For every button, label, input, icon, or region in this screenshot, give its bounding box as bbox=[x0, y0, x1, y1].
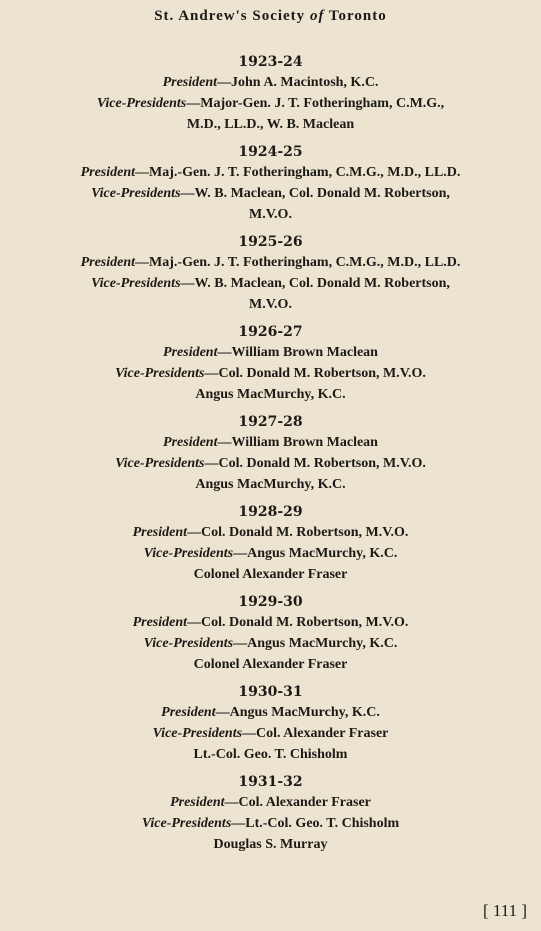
officer-line bbox=[0, 813, 541, 834]
officer-line bbox=[0, 723, 541, 744]
role-label: President bbox=[170, 795, 225, 810]
officer-line bbox=[0, 432, 541, 453]
officer-names: —Major-Gen. J. T. Fotheringham, C.M.G., bbox=[186, 96, 445, 111]
role-label: President bbox=[161, 705, 216, 720]
officer-names: Angus MacMurchy, K.C. bbox=[195, 387, 346, 402]
role-label: Vice-Presidents bbox=[143, 636, 234, 651]
page-number: [ 111 ] bbox=[482, 901, 527, 920]
term-year: 1930-31 bbox=[238, 684, 303, 700]
officer-entry bbox=[0, 142, 541, 225]
society-name: St. Andrew's Society bbox=[154, 8, 306, 24]
officer-line bbox=[0, 204, 541, 225]
role-label: Vice-Presidents bbox=[91, 276, 181, 291]
officer-entry bbox=[0, 772, 541, 855]
officer-names: —Maj.-Gen. J. T. Fotheringham, C.M.G., M.D., LL.D. bbox=[135, 255, 461, 270]
officer-names: —Angus MacMurchy, K.C. bbox=[233, 546, 398, 561]
officer-names: —Angus MacMurchy, K.C. bbox=[215, 705, 380, 720]
officer-line bbox=[0, 612, 541, 633]
role-label: President bbox=[80, 165, 136, 180]
role-label: President bbox=[132, 525, 188, 540]
officer-line bbox=[0, 273, 541, 294]
role-label: Vice-Presidents bbox=[143, 546, 234, 561]
officer-names: —Maj.-Gen. J. T. Fotheringham, C.M.G., M.D., LL.D. bbox=[135, 165, 461, 180]
officer-names: Douglas S. Murray bbox=[213, 837, 328, 852]
officer-entry bbox=[0, 502, 541, 585]
officer-line bbox=[0, 543, 541, 564]
officer-line bbox=[0, 294, 541, 315]
officer-entry bbox=[0, 52, 541, 135]
role-label: President bbox=[163, 435, 218, 450]
officer-names: —Col. Donald M. Robertson, M.V.O. bbox=[187, 525, 409, 540]
officer-names: —W. B. Maclean, Col. Donald M. Robertson, bbox=[180, 186, 450, 201]
officer-names: —William Brown Maclean bbox=[217, 345, 378, 360]
term-year: 1925-26 bbox=[238, 234, 303, 250]
officer-names: —John A. Macintosh, K.C. bbox=[217, 75, 379, 90]
officer-line bbox=[0, 342, 541, 363]
officer-line bbox=[0, 453, 541, 474]
officer-line bbox=[0, 384, 541, 405]
role-label: Vice-Presidents bbox=[152, 726, 243, 741]
officer-line bbox=[0, 564, 541, 585]
officer-line bbox=[0, 363, 541, 384]
officer-line bbox=[0, 654, 541, 675]
officer-line bbox=[0, 522, 541, 543]
officer-names: —Col. Donald M. Robertson, M.V.O. bbox=[204, 456, 426, 471]
officer-line bbox=[0, 744, 541, 765]
officer-entry bbox=[0, 232, 541, 315]
officer-line bbox=[0, 633, 541, 654]
officer-names: —Col. Alexander Fraser bbox=[242, 726, 389, 741]
officer-names: —Col. Donald M. Robertson, M.V.O. bbox=[187, 615, 409, 630]
officer-line bbox=[0, 792, 541, 813]
officer-names: M.D., LL.D., W. B. Maclean bbox=[186, 117, 355, 132]
officer-line bbox=[0, 474, 541, 495]
officer-line bbox=[0, 834, 541, 855]
officer-names: —Lt.-Col. Geo. T. Chisholm bbox=[231, 816, 400, 831]
officer-entry bbox=[0, 682, 541, 765]
role-label: Vice-Presidents bbox=[115, 366, 205, 381]
officer-names: M.V.O. bbox=[249, 207, 292, 222]
officer-line bbox=[0, 114, 541, 135]
role-label: President bbox=[80, 255, 136, 270]
officer-line bbox=[0, 183, 541, 204]
officer-entry bbox=[0, 592, 541, 675]
role-label: Vice-Presidents bbox=[115, 456, 205, 471]
officer-names: Colonel Alexander Fraser bbox=[193, 567, 348, 582]
officer-line bbox=[0, 93, 541, 114]
term-year: 1923-24 bbox=[238, 54, 303, 70]
term-year: 1931-32 bbox=[238, 774, 303, 790]
officer-names: —W. B. Maclean, Col. Donald M. Robertson, bbox=[180, 276, 450, 291]
term-year: 1929-30 bbox=[238, 594, 303, 610]
term-year: 1924-25 bbox=[238, 144, 303, 160]
officer-names: —Col. Alexander Fraser bbox=[224, 795, 371, 810]
running-head bbox=[0, 8, 541, 25]
officer-line bbox=[0, 702, 541, 723]
role-label: President bbox=[162, 75, 218, 90]
officer-names: Colonel Alexander Fraser bbox=[193, 657, 348, 672]
officer-names: M.V.O. bbox=[249, 297, 292, 312]
officer-names: Angus MacMurchy, K.C. bbox=[195, 477, 346, 492]
role-label: Vice-Presidents bbox=[96, 96, 187, 111]
city-name: Toronto bbox=[328, 8, 387, 24]
officer-names: —Angus MacMurchy, K.C. bbox=[233, 636, 398, 651]
officer-line bbox=[0, 162, 541, 183]
officer-names: —Col. Donald M. Robertson, M.V.O. bbox=[204, 366, 426, 381]
officer-line bbox=[0, 72, 541, 93]
role-label: President bbox=[163, 345, 218, 360]
officer-entry bbox=[0, 412, 541, 495]
of-word: of bbox=[309, 8, 325, 24]
officer-names: Lt.-Col. Geo. T. Chisholm bbox=[193, 747, 348, 762]
officer-line bbox=[0, 252, 541, 273]
term-year: 1927-28 bbox=[238, 414, 303, 430]
role-label: Vice-Presidents bbox=[141, 816, 232, 831]
role-label: Vice-Presidents bbox=[91, 186, 181, 201]
role-label: President bbox=[132, 615, 188, 630]
officer-entry bbox=[0, 322, 541, 405]
officer-names: —William Brown Maclean bbox=[217, 435, 378, 450]
officers-list bbox=[0, 52, 541, 862]
term-year: 1926-27 bbox=[238, 324, 303, 340]
term-year: 1928-29 bbox=[238, 504, 303, 520]
